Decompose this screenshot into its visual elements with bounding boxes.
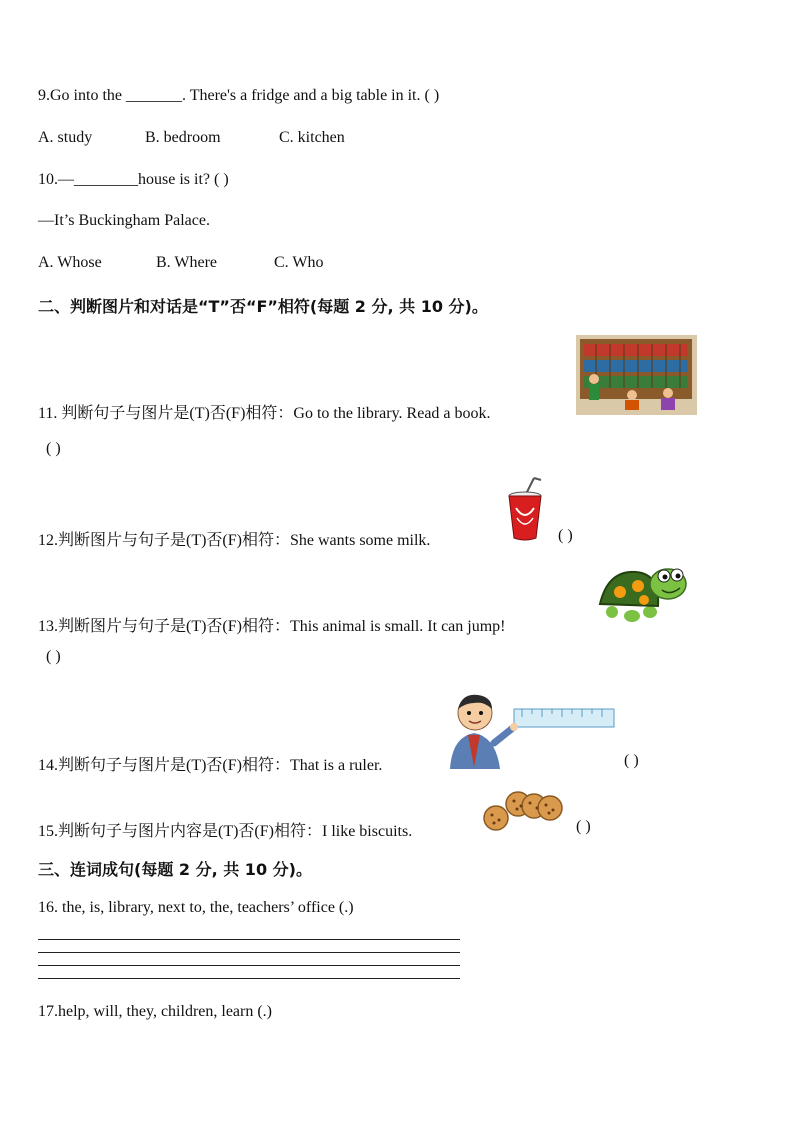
question-10: 10.—________house is it? ( ) — [38, 171, 229, 188]
cola-cup-image — [506, 476, 544, 542]
shelf-books — [584, 344, 688, 388]
question-11: 11. 判断句子与图片是(T)否(F)相符：Go to the library. Read a book. — [38, 405, 491, 422]
library-bookshelf-image — [576, 335, 697, 415]
answer-line[interactable] — [38, 952, 460, 953]
answer-line[interactable] — [38, 965, 460, 966]
answer-line[interactable] — [38, 978, 460, 979]
option-c: C. Who — [274, 254, 324, 271]
turtle-image — [598, 560, 690, 630]
option-c: C. kitchen — [279, 129, 345, 146]
answer-paren-15: ( ) — [576, 818, 591, 835]
answer-line[interactable] — [38, 939, 460, 940]
answer-paren-14: ( ) — [624, 752, 639, 769]
question-10-answer-line: —It’s Buckingham Palace. — [38, 212, 210, 229]
biscuits-image — [482, 790, 564, 834]
option-b: B. Where — [156, 254, 218, 271]
boy-pointing-ruler-image — [444, 687, 616, 769]
question-14: 14.判断句子与图片是(T)否(F)相符：That is a ruler. — [38, 757, 383, 774]
question-12: 12.判断图片与句子是(T)否(F)相符：She wants some milk. — [38, 532, 431, 549]
answer-paren-12: ( ) — [558, 527, 573, 544]
option-a: A. Whose — [38, 254, 102, 271]
option-b: B. bedroom — [145, 129, 221, 146]
section-2-heading: 二、判断图片和对话是“T”否“F”相符(每题 2 分, 共 10 分)。 — [38, 297, 488, 316]
answer-paren-13: ( ) — [46, 648, 61, 665]
option-a: A. study — [38, 129, 93, 146]
question-10-options — [38, 254, 323, 272]
question-15: 15.判断句子与图片内容是(T)否(F)相符：I like biscuits. — [38, 823, 413, 840]
section-3-heading: 三、连词成句(每题 2 分, 共 10 分)。 — [38, 860, 312, 879]
answer-paren-11: ( ) — [46, 440, 61, 457]
question-9: 9.Go into the _______. There's a fridge and a big table in it. ( ) — [38, 87, 440, 104]
question-16: 16. the, is, library, next to, the, teachers’ office (.) — [38, 899, 354, 916]
question-17: 17.help, will, they, children, learn (.) — [38, 1003, 272, 1020]
question-9-options — [38, 129, 345, 147]
question-13: 13.判断图片与句子是(T)否(F)相符：This animal is small. It can jump! — [38, 618, 506, 635]
